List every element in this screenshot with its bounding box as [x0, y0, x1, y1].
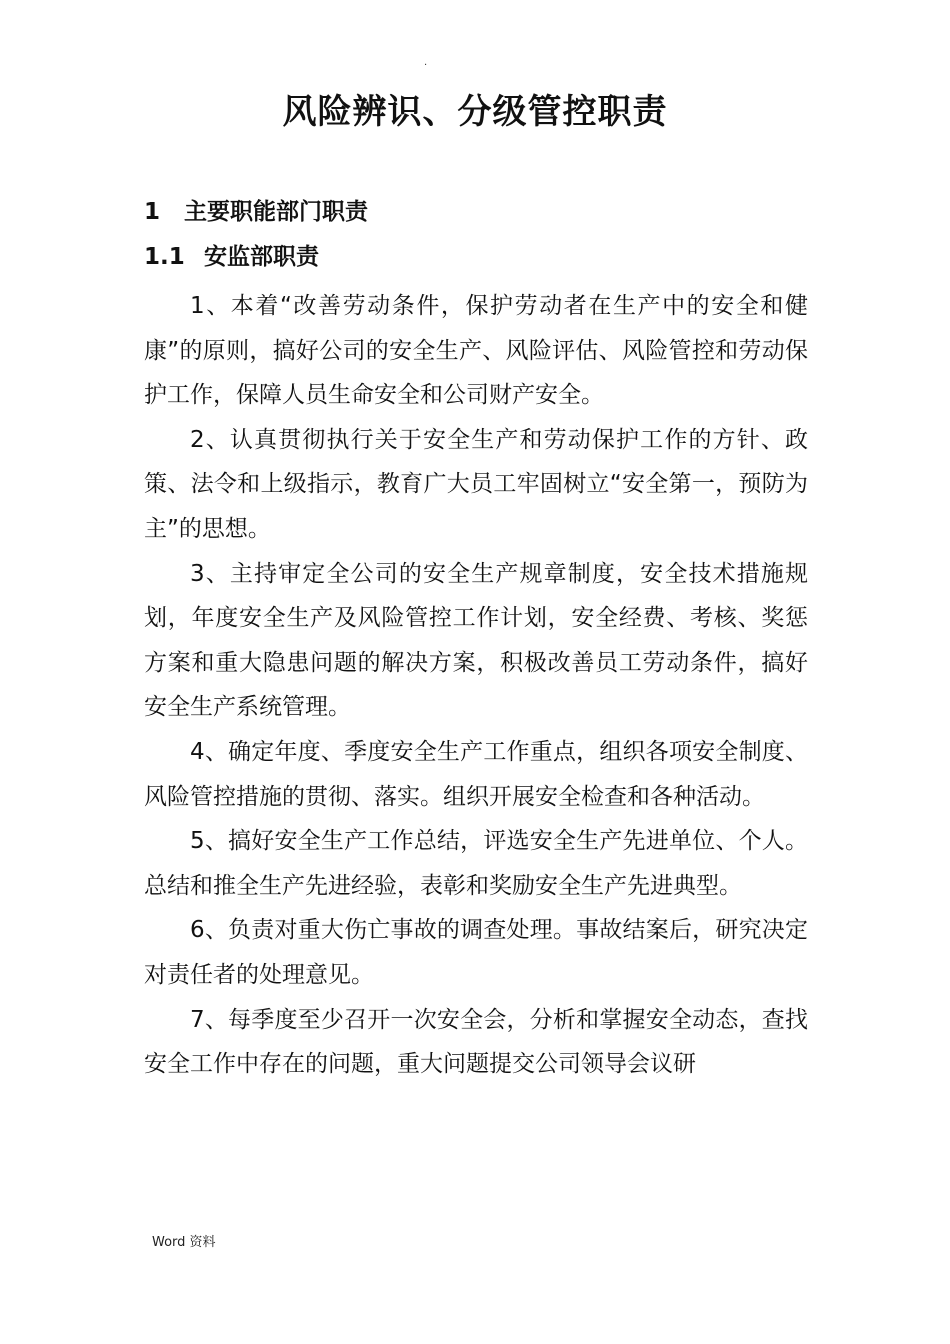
- paragraph-7: 7、每季度至少召开一次安全会，分析和掌握安全动态，查找安全工作中存在的问题，重大问题提交公司领导会议研: [144, 1006, 808, 1078]
- paragraph-3: 3、主持审定全公司的安全生产规章制度，安全技术措施规划，年度安全生产及风险管控工作计划，安全经费、考核、奖惩方案和重大隐患问题的解决方案，积极改善员工劳动条件，搞好安全生产系统管理。: [144, 560, 808, 721]
- paragraph-2: 2、认真贯彻执行关于安全生产和劳动保护工作的方针、政策、法令和上级指示，教育广大员工牢固树立“安全第一，预防为主”的思想。: [144, 426, 808, 542]
- page-footer: Word 资料: [152, 1235, 216, 1250]
- subsection-title: 安监部职责: [204, 244, 319, 270]
- paragraph-6: 6、负责对重大伤亡事故的调查处理。事故结案后，研究决定对责任者的处理意见。: [144, 917, 808, 988]
- section-number: 1: [144, 199, 161, 225]
- paragraph-1: 1、本着“改善劳动条件，保护劳动者在生产中的安全和健康”的原则，搞好公司的安全生产、风险评估、风险管控和劳动保护工作，保障人员生命安全和公司财产安全。: [144, 293, 808, 409]
- body-text: [144, 284, 808, 1087]
- section-title: 主要职能部门职责: [184, 199, 368, 225]
- section-heading-1-1: [144, 241, 319, 273]
- subsection-number: 1.1: [144, 244, 185, 270]
- paragraph-4: 4、确定年度、季度安全生产工作重点，组织各项安全制度、风险管控措施的贯彻、落实。组织开展安全检查和各种活动。: [144, 738, 808, 810]
- document-title: 风险辨识、分级管控职责: [282, 92, 668, 132]
- page-top-mark: .: [424, 57, 428, 68]
- section-heading-1: [144, 196, 368, 228]
- paragraph-5: 5、搞好安全生产工作总结，评选安全生产先进单位、个人。总结和推全生产先进经验，表彰和奖励安全生产先进典型。: [144, 828, 808, 899]
